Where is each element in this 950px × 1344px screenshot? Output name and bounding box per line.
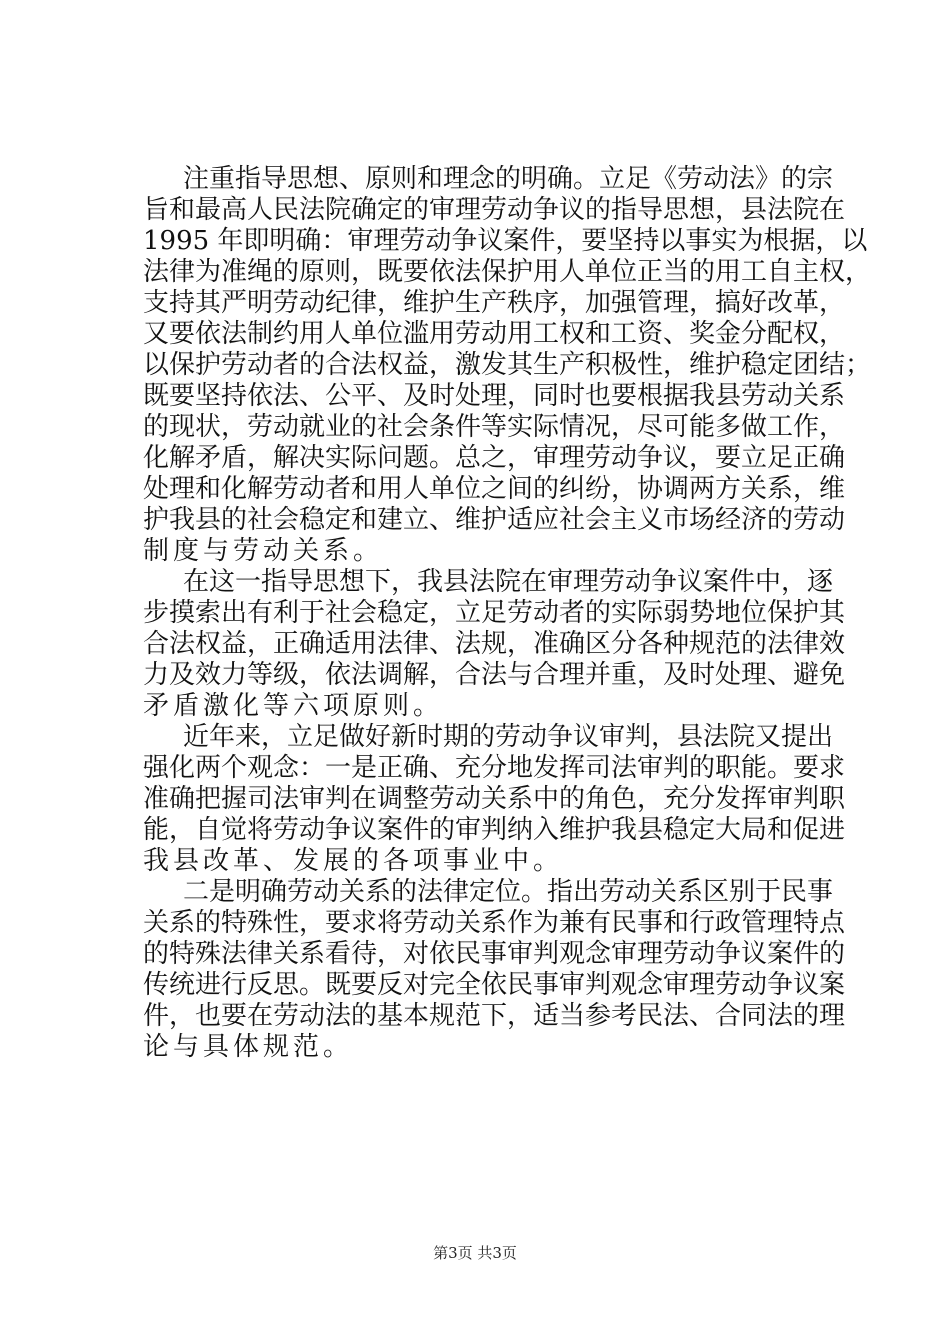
text-line: 的现状，劳动就业的社会条件等实际情况，尽可能多做工作，	[143, 412, 846, 442]
paragraph	[143, 722, 846, 877]
text-line: 注重指导思想、原则和理念的明确。立足《劳动法》的宗	[183, 164, 834, 194]
page-footer: 第3页 共3页	[433, 1244, 517, 1262]
text-line: 步摸索出有利于社会稳定，立足劳动者的实际弱势地位保护其	[143, 598, 846, 628]
text-line: 处理和化解劳动者和用人单位之间的纠纷，协调两方关系，维	[143, 474, 846, 504]
text-line: 传统进行反思。既要反对完全依民事审判观念审理劳动争议案	[143, 970, 846, 1000]
document-body	[143, 164, 872, 1063]
paragraph	[143, 877, 846, 1063]
text-line: 又要依法制约用人单位滥用劳动用工权和工资、奖金分配权，	[143, 319, 846, 349]
text-line: 关系的特殊性，要求将劳动关系作为兼有民事和行政管理特点	[143, 908, 846, 938]
text-line: 我县改革、发展的各项事业中。	[143, 846, 564, 876]
text-line: 旨和最高人民法院确定的审理劳动争议的指导思想，县法院在	[143, 195, 846, 225]
text-line: 在这一指导思想下，我县法院在审理劳动争议案件中，逐	[183, 567, 834, 597]
text-line: 的特殊法律关系看待，对依民事审判观念审理劳动争议案件的	[143, 939, 846, 969]
paragraph	[143, 567, 846, 722]
text-line: 既要坚持依法、公平、及时处理，同时也要根据我县劳动关系	[143, 381, 846, 411]
text-line: 制度与劳动关系。	[143, 536, 384, 566]
text-line: 准确把握司法审判在调整劳动关系中的角色，充分发挥审判职	[143, 784, 846, 814]
text-line: 论与具体规范。	[143, 1032, 354, 1062]
text-line: 能，自觉将劳动争议案件的审判纳入维护我县稳定大局和促进	[143, 815, 846, 845]
text-line: 合法权益，正确适用法律、法规，准确区分各种规范的法律效	[143, 629, 846, 659]
text-line: 矛盾激化等六项原则。	[143, 691, 444, 721]
text-line: 强化两个观念：一是正确、充分地发挥司法审判的职能。要求	[143, 753, 846, 783]
text-line: 化解矛盾，解决实际问题。总之，审理劳动争议，要立足正确	[143, 443, 846, 473]
paragraph	[143, 164, 872, 567]
text-line: 力及效力等级，依法调解，合法与合理并重，及时处理、避免	[143, 660, 846, 690]
text-line: 法律为准绳的原则，既要依法保护用人单位正当的用工自主权，	[143, 257, 872, 287]
text-line: 护我县的社会稳定和建立、维护适应社会主义市场经济的劳动	[143, 505, 846, 535]
text-line: 近年来，立足做好新时期的劳动争议审判，县法院又提出	[183, 722, 834, 752]
text-line: 1995 年即明确：审理劳动争议案件，要坚持以事实为根据，以	[143, 226, 868, 256]
text-line: 二是明确劳动关系的法律定位。指出劳动关系区别于民事	[183, 877, 834, 907]
text-line: 件，也要在劳动法的基本规范下，适当参考民法、合同法的理	[143, 1001, 846, 1031]
text-line: 以保护劳动者的合法权益，激发其生产积极性，维护稳定团结；	[143, 350, 872, 380]
text-line: 支持其严明劳动纪律，维护生产秩序，加强管理，搞好改革，	[143, 288, 846, 318]
